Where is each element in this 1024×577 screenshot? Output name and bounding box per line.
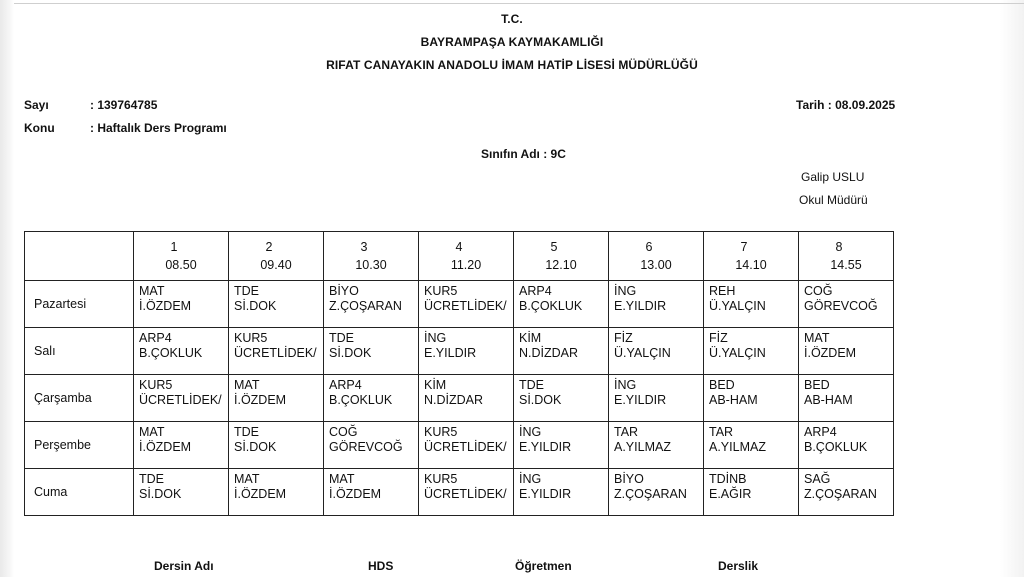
lesson-subject: FİZ: [614, 331, 633, 345]
lesson-teacher: Ü.YALÇIN: [709, 346, 766, 360]
lesson-teacher: N.DİZDAR: [424, 393, 484, 407]
period-number: 1: [170, 240, 178, 254]
lesson-cell: [324, 422, 419, 469]
header-school: RIFAT CANAYAKIN ANADOLU İMAM HATİP LİSESİ MÜDÜRLÜĞÜ: [326, 58, 698, 72]
period-header-5: [514, 232, 609, 281]
lesson-teacher: ÜCRETLİDEK/: [424, 487, 507, 501]
lesson-teacher: Sİ.DOK: [329, 346, 372, 360]
period-header-7: [704, 232, 799, 281]
lesson-teacher: Sİ.DOK: [519, 393, 562, 407]
lesson-subject: COĞ: [804, 284, 833, 298]
period-number: 6: [645, 240, 653, 254]
lesson-cell: [229, 281, 324, 328]
day-name: Cuma: [25, 469, 134, 516]
lesson-teacher: ÜCRETLİDEK/: [139, 393, 222, 407]
lesson-teacher: A.YILMAZ: [709, 440, 766, 454]
lesson-teacher: B.ÇOKLUK: [329, 393, 393, 407]
period-time: 09.40: [260, 258, 292, 272]
lesson-cell: [609, 375, 704, 422]
footer-col-ders-adi: Dersin Adı: [154, 559, 214, 573]
lesson-subject: KUR5: [424, 284, 458, 298]
lesson-subject: KUR5: [234, 331, 268, 345]
period-header-3: [324, 232, 419, 281]
lesson-teacher: ÜCRETLİDEK/: [424, 299, 507, 313]
lesson-subject: İNG: [519, 472, 542, 486]
period-time: 11.20: [450, 258, 482, 272]
period-number: 7: [740, 240, 748, 254]
lesson-cell: [229, 422, 324, 469]
lesson-cell: [704, 281, 799, 328]
lesson-teacher: B.ÇOKLUK: [519, 299, 583, 313]
lesson-teacher: E.YILDIR: [519, 440, 572, 454]
lesson-cell: [514, 422, 609, 469]
period-header-8: [799, 232, 894, 281]
lesson-teacher: GÖREVCOĞ: [329, 440, 403, 454]
lesson-subject: KUR5: [139, 378, 173, 392]
lesson-subject: ARP4: [139, 331, 172, 345]
lesson-teacher: E.AĞIR: [709, 487, 752, 501]
lesson-subject: MAT: [329, 472, 355, 486]
lesson-cell: [229, 328, 324, 375]
lesson-cell: [419, 375, 514, 422]
lesson-teacher: E.YILDIR: [614, 393, 667, 407]
lesson-subject: TDE: [519, 378, 544, 392]
lesson-cell: [134, 422, 229, 469]
lesson-teacher: Z.ÇOŞARAN: [614, 487, 687, 501]
day-name: Pazartesi: [25, 281, 134, 328]
lesson-cell: [134, 281, 229, 328]
day-name: Çarşamba: [25, 375, 134, 422]
lesson-cell: [799, 281, 894, 328]
sayi-label: Sayı: [24, 98, 49, 112]
lesson-teacher: ÜCRETLİDEK/: [234, 346, 317, 360]
lesson-teacher: AB-HAM: [804, 393, 853, 407]
date: Tarih : 08.09.2025: [796, 98, 896, 112]
lesson-teacher: Z.ÇOŞARAN: [804, 487, 877, 501]
lesson-subject: TDE: [329, 331, 354, 345]
lesson-teacher: N.DİZDAR: [519, 346, 579, 360]
signer-name: Galip USLU: [801, 170, 865, 184]
schedule-row: [25, 281, 894, 328]
schedule-corner-cell: [25, 232, 134, 281]
lesson-cell: [229, 375, 324, 422]
lesson-cell: [609, 281, 704, 328]
period-number: 2: [265, 240, 273, 254]
signer-title: Okul Müdürü: [799, 193, 868, 207]
lesson-cell: [609, 328, 704, 375]
lesson-subject: TAR: [614, 425, 639, 439]
lesson-subject: BİYO: [614, 472, 644, 486]
schedule-row: [25, 469, 894, 516]
period-number: 5: [550, 240, 558, 254]
lesson-cell: [324, 281, 419, 328]
lesson-subject: TDİNB: [709, 472, 747, 486]
footer-col-hds: HDS: [368, 559, 394, 573]
period-number: 4: [455, 240, 463, 254]
period-time: 12.10: [545, 258, 577, 272]
lesson-subject: KUR5: [424, 425, 458, 439]
lesson-teacher: AB-HAM: [709, 393, 758, 407]
lesson-teacher: B.ÇOKLUK: [139, 346, 203, 360]
lesson-subject: MAT: [234, 378, 260, 392]
lesson-cell: [134, 469, 229, 516]
class-name: Sınıfın Adı : 9C: [481, 147, 566, 161]
schedule-row: [25, 422, 894, 469]
lesson-subject: KİM: [519, 331, 542, 345]
lesson-cell: [704, 469, 799, 516]
lesson-cell: [704, 375, 799, 422]
lesson-cell: [324, 469, 419, 516]
lesson-teacher: A.YILMAZ: [614, 440, 671, 454]
lesson-subject: BİYO: [329, 284, 359, 298]
lesson-cell: [514, 328, 609, 375]
lesson-teacher: Ü.YALÇIN: [709, 299, 766, 313]
lesson-subject: BED: [804, 378, 830, 392]
lesson-subject: İNG: [519, 425, 542, 439]
lesson-subject: TDE: [234, 284, 259, 298]
lesson-subject: TDE: [139, 472, 164, 486]
lesson-teacher: İ.ÖZDEM: [139, 440, 192, 454]
lesson-cell: [229, 469, 324, 516]
lesson-cell: [324, 375, 419, 422]
lesson-cell: [419, 328, 514, 375]
page-top-edge: [14, 3, 1024, 4]
lesson-cell: [419, 469, 514, 516]
lesson-subject: İNG: [614, 284, 637, 298]
lesson-subject: MAT: [139, 425, 165, 439]
lesson-cell: [799, 469, 894, 516]
lesson-teacher: B.ÇOKLUK: [804, 440, 868, 454]
header-tc: T.C.: [501, 12, 523, 26]
lesson-cell: [134, 328, 229, 375]
lesson-cell: [514, 375, 609, 422]
lesson-cell: [704, 328, 799, 375]
header-kaymakamlik: BAYRAMPAŞA KAYMAKAMLIĞI: [420, 35, 604, 49]
lesson-subject: ARP4: [804, 425, 837, 439]
schedule-row: [25, 328, 894, 375]
lesson-cell: [419, 281, 514, 328]
schedule-header-row: [25, 232, 894, 281]
period-number: 3: [360, 240, 368, 254]
day-name: Salı: [25, 328, 134, 375]
konu-value: : Haftalık Ders Programı: [90, 121, 227, 135]
period-header-2: [229, 232, 324, 281]
lesson-teacher: Sİ.DOK: [234, 440, 277, 454]
period-time: 10.30: [355, 258, 387, 272]
lesson-teacher: Sİ.DOK: [234, 299, 277, 313]
weekly-schedule-table: [24, 231, 894, 516]
lesson-subject: REH: [709, 284, 736, 298]
konu-label: Konu: [24, 121, 55, 135]
lesson-subject: BED: [709, 378, 735, 392]
lesson-teacher: İ.ÖZDEM: [234, 393, 287, 407]
lesson-subject: FİZ: [709, 331, 728, 345]
lesson-cell: [514, 281, 609, 328]
period-header-6: [609, 232, 704, 281]
sayi-value: : 139764785: [90, 98, 158, 112]
lesson-subject: TAR: [709, 425, 734, 439]
footer-col-ogretmen: Öğretmen: [515, 559, 572, 573]
lesson-teacher: GÖREVCOĞ: [804, 299, 878, 313]
lesson-subject: İNG: [614, 378, 637, 392]
lesson-cell: [704, 422, 799, 469]
lesson-teacher: Z.ÇOŞARAN: [329, 299, 402, 313]
lesson-cell: [324, 328, 419, 375]
period-time: 14.55: [830, 258, 862, 272]
lesson-cell: [799, 422, 894, 469]
lesson-subject: KİM: [424, 378, 447, 392]
day-name: Perşembe: [25, 422, 134, 469]
lesson-subject: İNG: [424, 331, 447, 345]
lesson-teacher: E.YILDIR: [519, 487, 572, 501]
lesson-subject: KUR5: [424, 472, 458, 486]
period-header-1: [134, 232, 229, 281]
lesson-cell: [799, 328, 894, 375]
lesson-teacher: İ.ÖZDEM: [234, 487, 287, 501]
lesson-teacher: Sİ.DOK: [139, 487, 182, 501]
lesson-subject: SAĞ: [804, 472, 831, 486]
lesson-subject: MAT: [234, 472, 260, 486]
lesson-cell: [419, 422, 514, 469]
lesson-subject: ARP4: [329, 378, 362, 392]
lesson-subject: COĞ: [329, 425, 358, 439]
lesson-cell: [134, 375, 229, 422]
schedule-row: [25, 375, 894, 422]
lesson-subject: MAT: [804, 331, 830, 345]
lesson-cell: [609, 422, 704, 469]
period-time: 08.50: [165, 258, 197, 272]
lesson-subject: TDE: [234, 425, 259, 439]
footer-col-derslik: Derslik: [718, 559, 759, 573]
lesson-teacher: E.YILDIR: [614, 299, 667, 313]
lesson-subject: ARP4: [519, 284, 552, 298]
lesson-cell: [799, 375, 894, 422]
period-time: 13.00: [640, 258, 672, 272]
lesson-cell: [514, 469, 609, 516]
period-number: 8: [835, 240, 843, 254]
lesson-teacher: İ.ÖZDEM: [329, 487, 382, 501]
lesson-teacher: ÜCRETLİDEK/: [424, 440, 507, 454]
lesson-cell: [609, 469, 704, 516]
lesson-teacher: Ü.YALÇIN: [614, 346, 671, 360]
period-time: 14.10: [735, 258, 767, 272]
lesson-subject: MAT: [139, 284, 165, 298]
lesson-teacher: İ.ÖZDEM: [804, 346, 857, 360]
lesson-teacher: E.YILDIR: [424, 346, 477, 360]
lesson-teacher: İ.ÖZDEM: [139, 299, 192, 313]
period-header-4: [419, 232, 514, 281]
